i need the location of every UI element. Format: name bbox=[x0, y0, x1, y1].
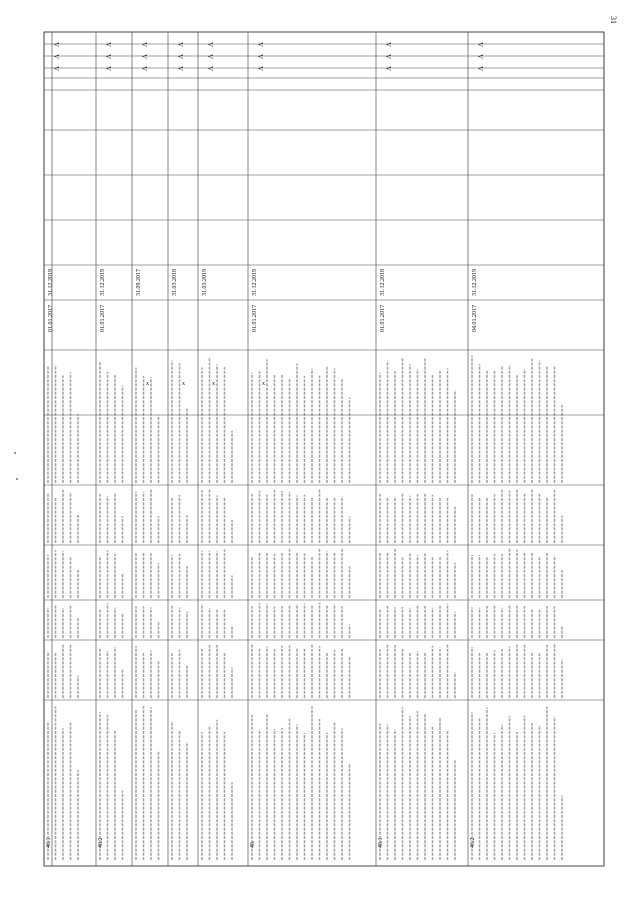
check-mark: V bbox=[384, 54, 392, 60]
row-number: 46.1 bbox=[378, 837, 384, 848]
row-number: 46.2 bbox=[98, 837, 104, 848]
check-mark: V bbox=[176, 66, 184, 72]
check-mark: V bbox=[140, 54, 148, 60]
check-mark: V bbox=[476, 42, 484, 48]
date-start: 04.01.2017 bbox=[472, 305, 478, 332]
date-end: 31.09.2017 bbox=[136, 269, 142, 296]
x-mark: x bbox=[262, 381, 265, 387]
date-end: 31.12.2019 bbox=[48, 269, 54, 296]
date-end: 31.12.2019 bbox=[252, 269, 258, 296]
check-mark: V bbox=[384, 42, 392, 48]
table-frame bbox=[44, 32, 604, 866]
x-mark: x bbox=[212, 381, 215, 387]
date-end: 31.03.2019 bbox=[202, 269, 208, 296]
date-start: 01.01.2017 bbox=[380, 305, 386, 332]
check-mark: V bbox=[206, 42, 214, 48]
check-mark: V bbox=[140, 66, 148, 72]
row-number: 46.1 bbox=[46, 837, 52, 848]
check-mark: V bbox=[104, 42, 112, 48]
check-mark: V bbox=[104, 54, 112, 60]
date-end: 31.12.2019 bbox=[472, 269, 478, 296]
check-mark: V bbox=[52, 66, 60, 72]
date-end: 31.03.2018 bbox=[172, 269, 178, 296]
check-mark: V bbox=[104, 66, 112, 72]
check-mark: V bbox=[206, 54, 214, 60]
date-start: 01.01.2017 bbox=[252, 305, 258, 332]
check-mark: V bbox=[384, 66, 392, 72]
date-end: 31.12.2019 bbox=[100, 269, 106, 296]
check-mark: V bbox=[140, 42, 148, 48]
page-number: 31 bbox=[609, 16, 618, 24]
check-mark: V bbox=[476, 54, 484, 60]
row-number: 46. bbox=[250, 840, 256, 848]
check-mark: V bbox=[52, 42, 60, 48]
check-mark: V bbox=[176, 54, 184, 60]
check-mark: V bbox=[52, 54, 60, 60]
date-start: 01.01.2017 bbox=[100, 305, 106, 332]
check-mark: V bbox=[256, 42, 264, 48]
scan-artifact bbox=[14, 452, 16, 454]
x-mark: x bbox=[146, 381, 149, 387]
scan-artifact bbox=[16, 478, 18, 480]
check-mark: V bbox=[206, 66, 214, 72]
x-mark: x bbox=[182, 381, 185, 387]
check-mark: V bbox=[476, 66, 484, 72]
date-end: 31.12.2018 bbox=[380, 269, 386, 296]
check-mark: V bbox=[256, 66, 264, 72]
check-mark: V bbox=[176, 42, 184, 48]
row-number: 46.2 bbox=[470, 837, 476, 848]
date-start: 01.01.2017 bbox=[48, 305, 54, 332]
check-mark: V bbox=[256, 54, 264, 60]
